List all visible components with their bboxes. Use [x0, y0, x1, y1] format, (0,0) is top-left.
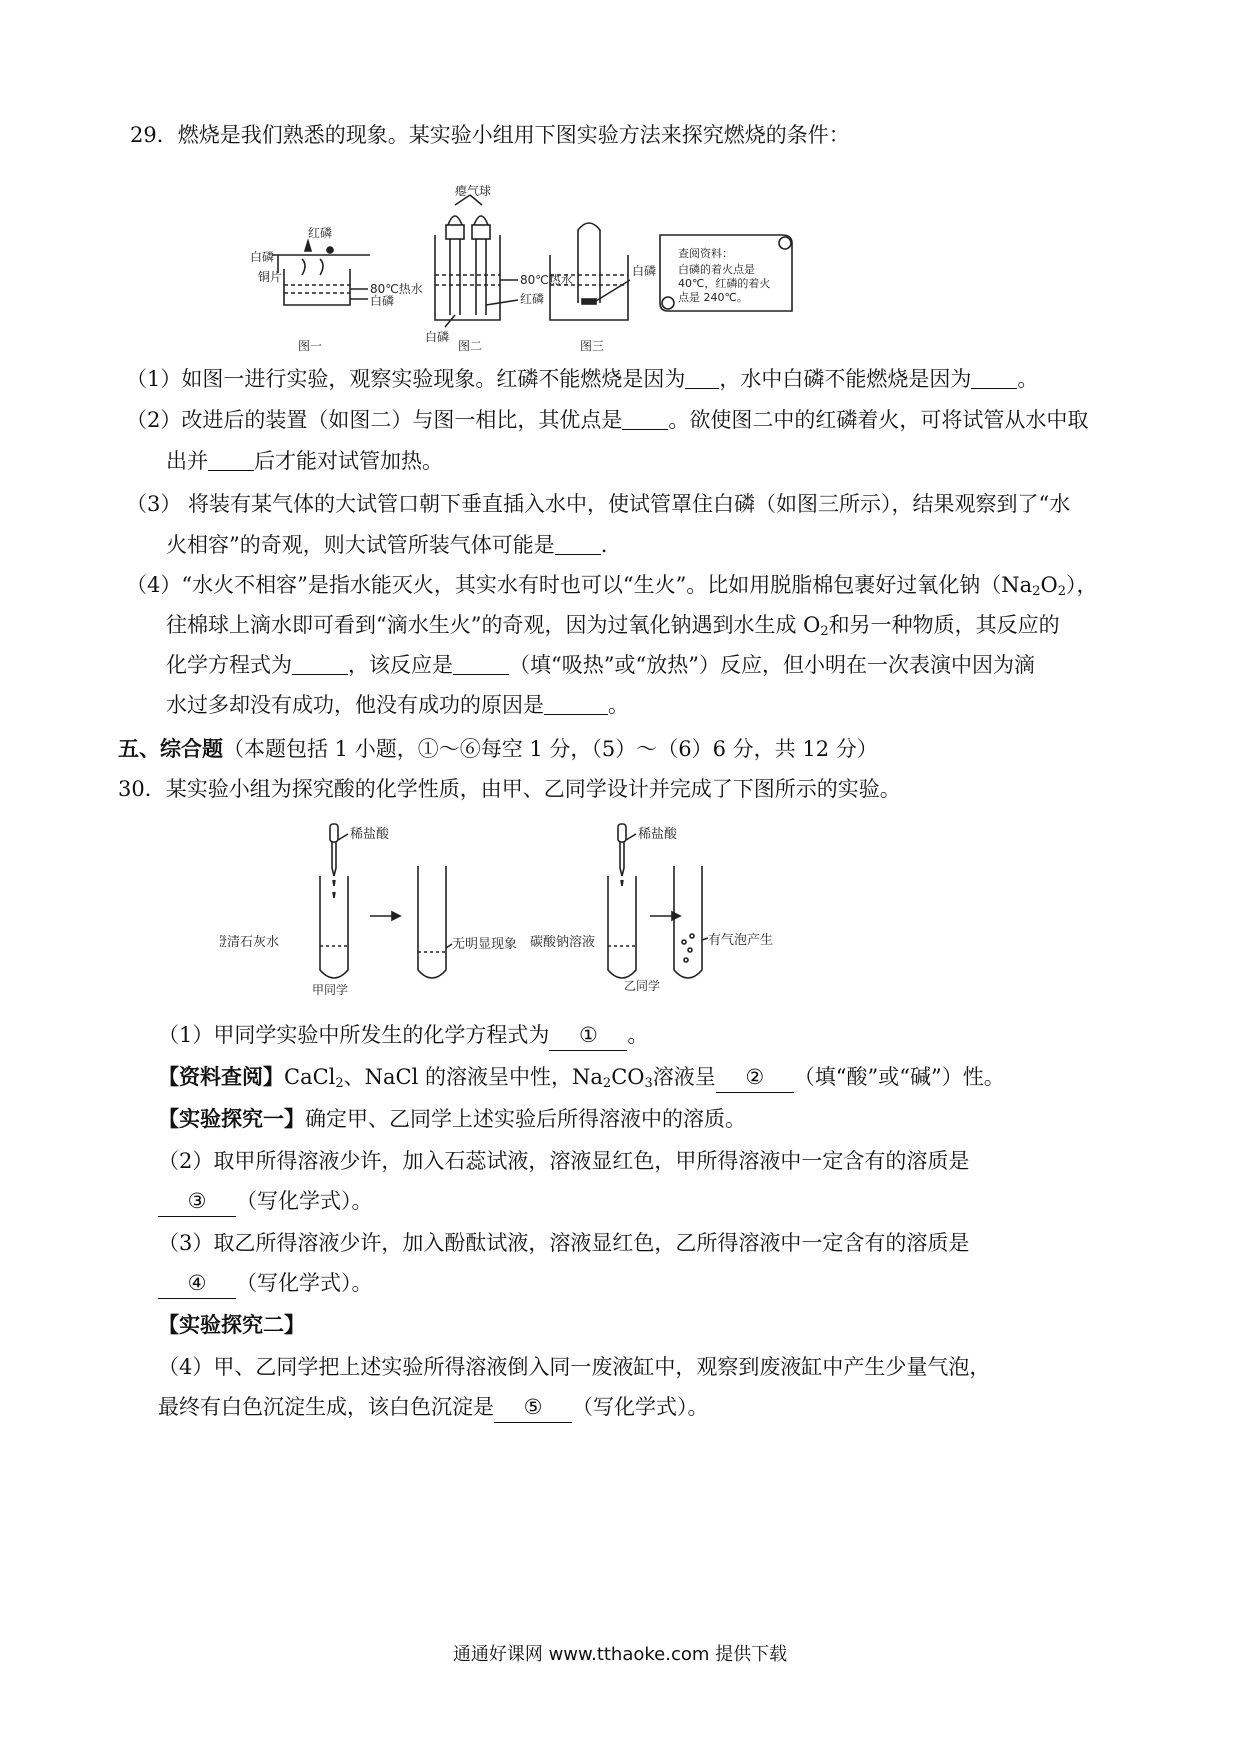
- label-dilute-hcl-2: 稀盐酸: [638, 827, 678, 842]
- label-white-phosphorus-4: 白磷: [632, 264, 657, 278]
- answer-blank[interactable]: [544, 690, 608, 715]
- combustion-apparatus-diagram: [250, 185, 950, 365]
- label-limewater: 澄清石灰水: [220, 935, 280, 950]
- q30-part2-line2: ③ （写化学式）。: [158, 1186, 373, 1217]
- q30-part2-line1: （2）取甲所得溶液少许，加入石蕊试液，溶液显红色，甲所得溶液中一定含有的溶质是: [158, 1149, 970, 1173]
- section-5-header: [118, 734, 878, 764]
- q30-part3-line1: （3）取乙所得溶液少许，加入酚酞试液，溶液显红色，乙所得溶液中一定含有的溶质是: [158, 1231, 970, 1255]
- answer-blank-4[interactable]: ④: [158, 1268, 236, 1299]
- q29-part2-line2: 出并 后才能对试管加热。: [166, 446, 443, 476]
- info-line-2: 40℃，红磷的着火: [678, 277, 771, 290]
- answer-blank-3[interactable]: ③: [158, 1186, 236, 1217]
- label-student-jia: 甲同学: [312, 983, 349, 997]
- q29-stem: 29．燃烧是我们熟悉的现象。某实验小组用下图实验方法来探究燃烧的条件：: [130, 123, 850, 147]
- answer-blank[interactable]: [622, 405, 668, 430]
- label-sodium-carbonate: 碳酸钠溶液: [530, 935, 596, 950]
- q29-part4-line1: （4）“水火不相容”是指水能灭火，其实水有时也可以“生火”。比如用脱脂棉包裹好过氧化钠$(Na_2O_2)$，: [126, 573, 1098, 599]
- answer-blank-1[interactable]: ①: [549, 1020, 627, 1051]
- label-fig2: 图二: [458, 339, 483, 353]
- label-white-phosphorus-3: 白磷: [425, 330, 450, 344]
- q29-figure: [250, 185, 950, 365]
- answer-blank-5[interactable]: ⑤: [494, 1392, 572, 1423]
- label-white-phosphorus-2: 白磷: [370, 294, 395, 308]
- label-copper-sheet: 铜片: [258, 270, 283, 284]
- label-no-obvious-change: 无明显现象: [452, 937, 518, 952]
- info-line-3: 点是 240℃。: [678, 291, 748, 304]
- answer-blank-2[interactable]: ②: [716, 1062, 794, 1093]
- q29-part3-line2: 火相容”的奇观，则大试管所装气体可能是 .: [166, 530, 607, 560]
- label-white-phosphorus-1: 白磷: [250, 250, 275, 264]
- label-balloon: 瘪气球: [455, 185, 492, 198]
- q30-figure: [220, 820, 900, 1000]
- q30-exp1: 【实验探究一】确定甲、乙同学上述实验后所得溶液中的溶质。: [158, 1106, 746, 1131]
- q29-part4-line4: 水过多却没有成功，他没有成功的原因是 。: [166, 690, 629, 720]
- label-fig3: 图三: [580, 339, 605, 353]
- q30-info: 【资料查阅】CaCl$_2$、NaCl 的溶液呈中性，$Na_2CO_3$溶液呈 ② （填“酸”或“碱”）性。: [158, 1064, 1005, 1091]
- q30-exp2-title: 【实验探究二】: [158, 1312, 305, 1337]
- answer-blank[interactable]: [685, 364, 719, 389]
- q29-part3-line1: （3） 将装有某气体的大试管口朝下垂直插入水中，使试管罩住白磷（如图三所示），结果观察到了“水: [126, 492, 1071, 516]
- q29-part4-line3: 化学方程式为 ，该反应是 （填“吸热”或“放热”）反应，但小明在一次表演中因为滴: [166, 650, 1035, 680]
- q29-part2-line1: （2）改进后的装置（如图二）与图一相比，其优点是 。欲使图二中的红磷着火，可将试管从水中取: [126, 405, 1088, 435]
- answer-blank[interactable]: [453, 650, 509, 675]
- answer-blank[interactable]: [208, 446, 254, 471]
- label-bubbles: 有气泡产生: [708, 933, 774, 948]
- label-red-phosphorus-2: 红磷: [520, 292, 545, 306]
- acid-experiment-diagram: [220, 820, 900, 1000]
- section-title: 五、综合题: [118, 736, 223, 761]
- answer-blank[interactable]: [555, 530, 601, 555]
- page-footer: 通通好课网 www.tthaoke.com 提供下载: [452, 1644, 788, 1665]
- q29-part1: （1）如图一进行实验，观察实验现象。红磷不能燃烧是因为 ，水中白磷不能燃烧是因为 。: [126, 364, 1038, 394]
- section-desc: （本题包括 1 小题，①～⑥每空 1 分，（5）～（6）6 分，共 12 分）: [223, 737, 878, 761]
- label-dilute-hcl-1: 稀盐酸: [350, 827, 390, 842]
- q30-part4-line1: （4）甲、乙同学把上述实验所得溶液倒入同一废液缸中，观察到废液缸中产生少量气泡，: [158, 1355, 991, 1379]
- q30-part4-line2: 最终有白色沉淀生成，该白色沉淀是 ⑤ （写化学式）。: [158, 1392, 709, 1423]
- info-line-1: 白磷的着火点是: [678, 263, 755, 276]
- label-red-phosphorus-1: 红磷: [308, 226, 333, 240]
- q29-part4-line2: 往棉球上滴水即可看到“滴水生火”的奇观，因为过氧化钠遇到水生成 $O_2$和另一种物质，其反应的: [166, 613, 1060, 639]
- label-hot-water-1: 80℃热水: [370, 282, 423, 296]
- label-student-yi: 乙同学: [624, 979, 661, 993]
- label-fig1: 图一: [298, 339, 323, 353]
- q30-part3-line2: ④ （写化学式）。: [158, 1268, 373, 1299]
- answer-blank[interactable]: [292, 650, 348, 675]
- label-hot-water-2: 80℃热水: [520, 273, 573, 287]
- q30-stem: 30．某实验小组为探究酸的化学性质，由甲、乙同学设计并完成了下图所示的实验。: [118, 777, 901, 801]
- answer-blank[interactable]: [971, 364, 1017, 389]
- info-title: 查阅资料：: [678, 247, 733, 260]
- q30-part1: （1）甲同学实验中所发生的化学方程式为 ① 。: [158, 1020, 648, 1051]
